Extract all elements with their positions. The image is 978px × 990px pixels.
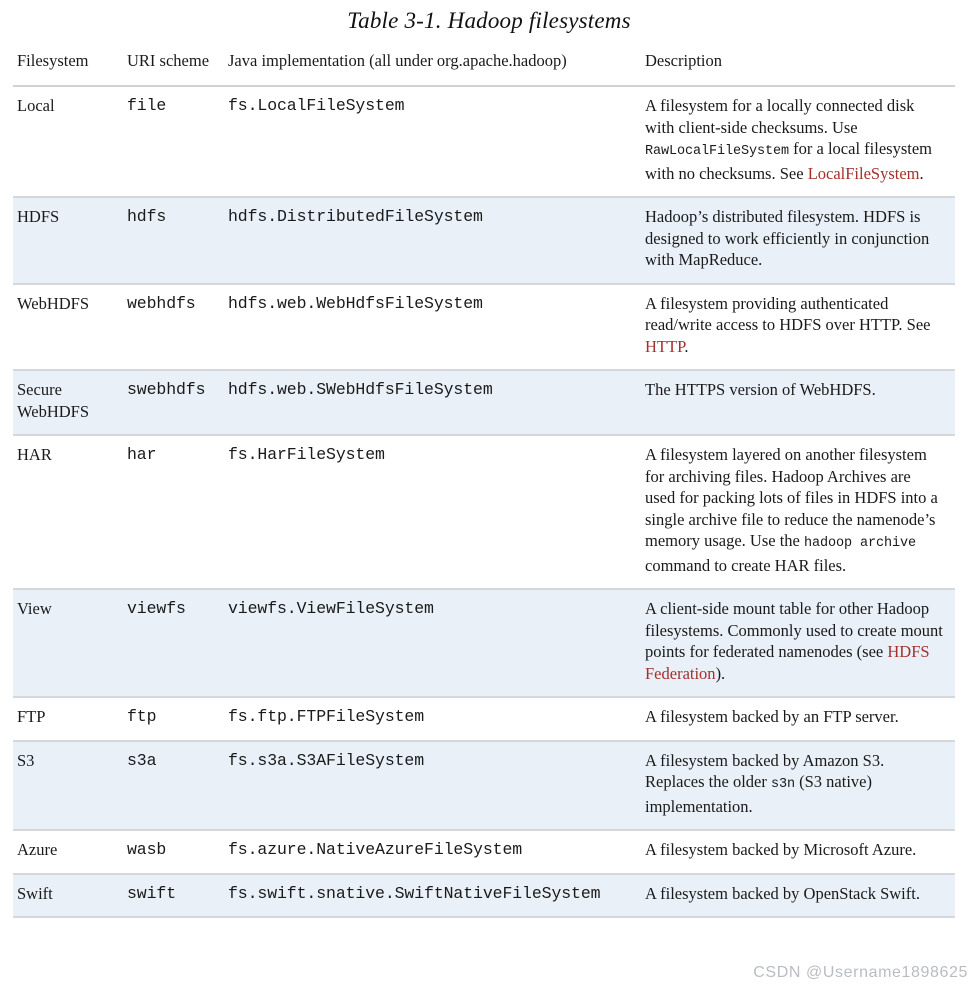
cell-description	[641, 830, 955, 874]
cell-uri-scheme: file	[123, 86, 224, 197]
description-text: for a local filesystem with no checksums. See	[645, 139, 932, 183]
cell-java-implementation: fs.ftp.FTPFileSystem	[224, 697, 641, 741]
table-row	[13, 589, 955, 697]
cell-filesystem: Swift	[13, 874, 123, 918]
description-text: ).	[715, 663, 726, 683]
table-body	[13, 86, 955, 917]
cell-description	[641, 589, 955, 697]
cross-reference-link[interactable]: HTTP	[645, 336, 685, 356]
cross-reference-link[interactable]: HDFS Federation	[645, 642, 930, 683]
table-row	[13, 741, 955, 831]
cell-uri-scheme: s3a	[123, 741, 224, 831]
description-text: The HTTPS version of WebHDFS.	[645, 380, 876, 399]
cell-uri-scheme: viewfs	[123, 589, 224, 697]
table-row	[13, 86, 955, 197]
hadoop-filesystems-table	[13, 44, 955, 918]
table-row	[13, 197, 955, 284]
table-row	[13, 830, 955, 874]
inline-code: hadoop archive	[804, 536, 917, 551]
table-row	[13, 370, 955, 435]
cell-description	[641, 284, 955, 371]
table-header	[13, 44, 955, 86]
inline-code: RawLocalFileSystem	[645, 144, 790, 159]
description-text: A filesystem providing authenticated read/write access to HDFS over HTTP. See	[645, 293, 931, 334]
table-header-row	[13, 44, 955, 86]
inline-code: s3n	[771, 777, 796, 792]
cell-uri-scheme: webhdfs	[123, 284, 224, 371]
cell-uri-scheme: hdfs	[123, 197, 224, 284]
column-header-filesystem: Filesystem	[13, 44, 123, 86]
cell-java-implementation: fs.LocalFileSystem	[224, 86, 641, 197]
description-text: A client-side mount table for other Hadoop filesystems. Commonly used to create mount points for federated namenodes (see	[645, 599, 943, 661]
column-header-description: Description	[641, 44, 955, 86]
cell-description	[641, 370, 955, 435]
cell-java-implementation: hdfs.web.WebHdfsFileSystem	[224, 284, 641, 371]
table-row	[13, 874, 955, 918]
table-caption: Table 3-1. Hadoop filesystems	[347, 8, 631, 33]
cell-description	[641, 197, 955, 284]
description-text: .	[684, 336, 689, 356]
description-text: Hadoop’s distributed filesystem. HDFS is designed to work efficiently in conjunction with MapReduce.	[645, 207, 930, 269]
cell-description	[641, 874, 955, 918]
table-row	[13, 435, 955, 589]
cell-description	[641, 741, 955, 831]
table-row	[13, 284, 955, 371]
description-text: A filesystem backed by an FTP server.	[645, 707, 899, 726]
cell-filesystem: Local	[13, 86, 123, 197]
cell-uri-scheme: swebhdfs	[123, 370, 224, 435]
description-text: A filesystem backed by OpenStack Swift.	[645, 883, 920, 903]
description-text: A filesystem backed by Microsoft Azure.	[645, 840, 917, 859]
cell-filesystem: WebHDFS	[13, 284, 123, 371]
cell-java-implementation: fs.s3a.S3AFileSystem	[224, 741, 641, 831]
cell-filesystem: Secure WebHDFS	[13, 370, 123, 435]
description-text: A filesystem backed by Amazon S3. Replaces the older	[645, 750, 885, 791]
cell-java-implementation: fs.HarFileSystem	[224, 435, 641, 589]
cell-filesystem: HDFS	[13, 197, 123, 284]
cell-description	[641, 435, 955, 589]
column-header-uri-scheme: URI scheme	[123, 44, 224, 86]
cell-uri-scheme: wasb	[123, 830, 224, 874]
description-text: (S3 native) implementation.	[645, 772, 872, 816]
cell-filesystem: S3	[13, 741, 123, 831]
description-text: command to create HAR files.	[645, 555, 847, 575]
cell-java-implementation: viewfs.ViewFileSystem	[224, 589, 641, 697]
cell-uri-scheme: ftp	[123, 697, 224, 741]
cell-filesystem: Azure	[13, 830, 123, 874]
description-text: A filesystem layered on another filesystem for archiving files. Hadoop Archives are used for packing lots of files in HDFS into a single archive file to reduce the namenode’s memory usage. Use the	[645, 445, 938, 550]
cell-filesystem: FTP	[13, 697, 123, 741]
cell-java-implementation: fs.azure.NativeAzureFileSystem	[224, 830, 641, 874]
cell-java-implementation: hdfs.DistributedFileSystem	[224, 197, 641, 284]
cell-description	[641, 697, 955, 741]
description-text: .	[919, 163, 924, 183]
column-header-java-implementation: Java implementation (all under org.apache.hadoop)	[224, 44, 641, 86]
cell-uri-scheme: har	[123, 435, 224, 589]
table-row	[13, 697, 955, 741]
cell-description	[641, 86, 955, 197]
cell-uri-scheme: swift	[123, 874, 224, 918]
cell-java-implementation: fs.swift.snative.SwiftNativeFileSystem	[224, 874, 641, 918]
cross-reference-link[interactable]: LocalFileSystem	[807, 163, 920, 183]
csdn-watermark: CSDN @Username1898625	[753, 964, 968, 981]
cell-java-implementation: hdfs.web.SWebHdfsFileSystem	[224, 370, 641, 435]
description-text: A filesystem for a locally connected disk with client-side checksums. Use	[645, 96, 915, 137]
cell-filesystem: HAR	[13, 435, 123, 589]
cell-filesystem: View	[13, 589, 123, 697]
